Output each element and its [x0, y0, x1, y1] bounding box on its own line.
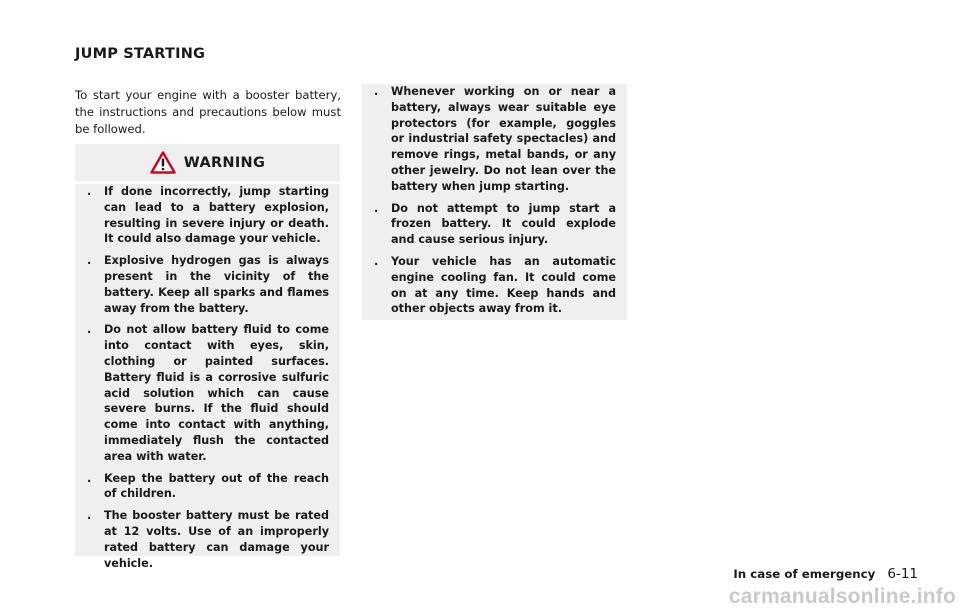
warning-list — [75, 184, 340, 571]
page-footer — [733, 566, 918, 582]
footer-page-number: 6-11 — [887, 566, 918, 582]
warning-item-text: Explosive hydrogen gas is always present in the vicinity of the battery. Keep all sparks and flames away from the battery. — [104, 254, 329, 315]
warning-item — [75, 508, 340, 571]
bullet: . — [374, 85, 379, 98]
warning-item-text: Do not attempt to jump start a frozen battery. It could explode and cause serious injury. — [391, 201, 616, 247]
warning-item-text: If done incorrectly, jump starting can lead to a battery explosion, resulting in severe injury or death. It could also damage your vehicle. — [104, 185, 329, 246]
bullet: . — [87, 254, 92, 268]
warning-item-text: Whenever working on or near a battery, always wear suitable eye protectors (for example, goggles or industrial safety spectacles) and remove rings, metal bands, or any other jewelry. Do not lean over the battery when jump starting. — [391, 85, 616, 193]
warning-item-text: Your vehicle has an automatic engine cooling fan. It could come on at any time. Keep hands and other objects away from it. — [391, 254, 616, 316]
warning-item-text: Do not allow battery fluid to come into contact with eyes, skin, clothing or painted surfaces. Battery fluid is a corrosive sulfuric acid solution which can cause severe burns. If the fluid should come into contact with anything, immediately flush the contacted area with water. — [104, 323, 329, 463]
warning-box — [75, 144, 340, 570]
bullet: . — [374, 201, 379, 215]
warning-triangle-icon — [150, 151, 176, 174]
bullet: . — [87, 323, 92, 337]
warning-header — [75, 144, 340, 181]
warning-box-continued — [362, 84, 627, 320]
footer-section-title: In case of emergency — [733, 567, 876, 581]
warning-list-continued — [362, 84, 627, 317]
watermark: carmanualsonline.info — [728, 585, 956, 608]
warning-item — [75, 471, 340, 503]
warning-item — [75, 184, 340, 247]
warning-item — [75, 253, 340, 316]
warning-item — [362, 84, 627, 195]
warning-item — [362, 201, 627, 248]
warning-item — [75, 322, 340, 464]
warning-item — [362, 254, 627, 317]
bullet: . — [374, 254, 379, 268]
warning-title: WARNING — [183, 154, 266, 171]
warning-item-text: Keep the battery out of the reach of children. — [104, 471, 329, 501]
warning-item-text: The booster battery must be rated at 12 volts. Use of an improperly rated battery can damage your vehicle. — [104, 509, 329, 570]
bullet: . — [87, 471, 92, 485]
bullet: . — [87, 185, 92, 198]
bullet: . — [87, 509, 92, 523]
page-heading: JUMP STARTING — [75, 46, 206, 62]
intro-paragraph: To start your engine with a booster battery, the instructions and precautions below must be followed. — [75, 88, 341, 136]
